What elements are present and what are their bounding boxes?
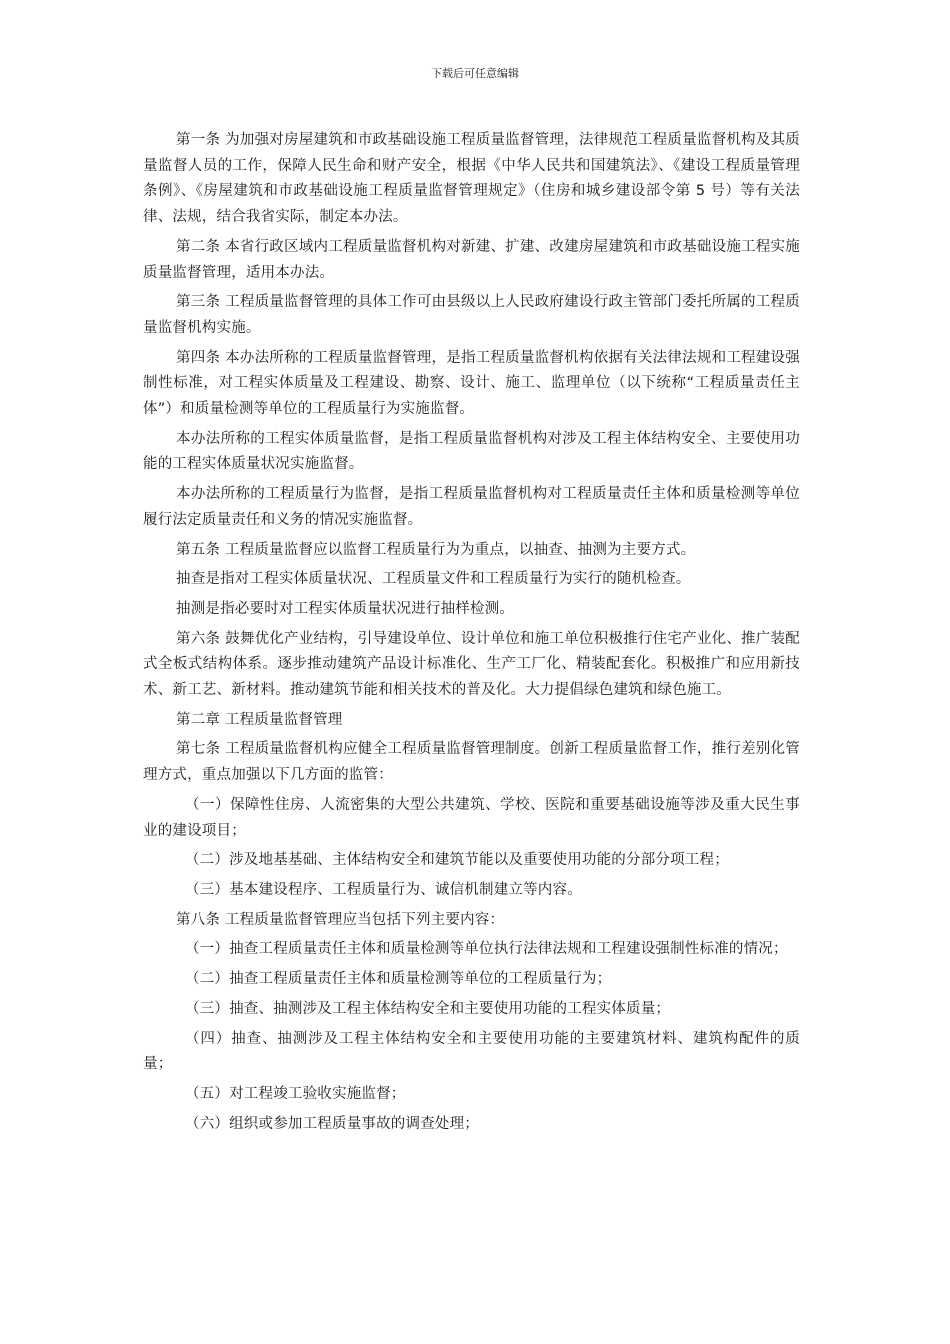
article-8-item-2: （二）抽查工程质量责任主体和质量检测等单位的工程质量行为；: [185, 971, 612, 988]
article-1: 第一条 为加强对房屋建筑和市政基础设施工程质量监督管理，法律规范工程质量监督机构及其质量监督人员的工作，保障人民生命和财产安全，根据《中华人民共和国建筑法》、《建设工程质量管理条例》、《房屋建筑和市政基础设施工程质量监督管理规定》（住房和城乡建设部令第 5 号）等有关法律、法规，结合我省实际，制定本办法。: [143, 132, 800, 226]
article-7-item-3: （三）基本建设程序、工程质量行为、诚信机制建立等内容。: [185, 881, 582, 898]
article-8-item-4: （四）抽查、抽测涉及工程主体结构安全和主要使用功能的主要建筑材料、建筑构配件的质量；: [143, 1030, 800, 1073]
article-8: 第八条 工程质量监督管理应当包括下列主要内容：: [176, 911, 505, 928]
article-8-item-1: （一）抽查工程质量责任主体和质量检测等单位执行法律法规和工程建设强制性标准的情况；: [185, 941, 788, 958]
article-7-item-2: （二）涉及地基基础、主体结构安全和建筑节能以及重要使用功能的分部分项工程；: [185, 852, 729, 869]
article-5: 第五条 工程质量监督应以监督工程质量行为为重点，以抽查、抽测为主要方式。: [176, 541, 696, 558]
article-7: 第七条 工程质量监督机构应健全工程质量监督管理制度。创新工程质量监督工作，推行差别化管理方式，重点加强以下几方面的监管：: [143, 741, 800, 784]
article-7-item-1: （一）保障性住房、人流密集的大型公共建筑、学校、医院和重要基础设施等涉及重大民生事业的建设项目；: [143, 796, 800, 839]
article-4-paragraph-3: 本办法所称的工程质量行为监督，是指工程质量监督机构对工程质量责任主体和质量检测等单位履行法定质量责任和义务的情况实施监督。: [143, 486, 800, 528]
article-5-paragraph-2: 抽查是指对工程实体质量状况、工程质量文件和工程质量行为实行的随机检查。: [176, 571, 691, 588]
article-4-paragraph-2: 本办法所称的工程实体质量监督，是指工程质量监督机构对涉及工程主体结构安全、主要使用功能的工程实体质量状况实施监督。: [143, 430, 800, 473]
article-8-item-5: （五）对工程竣工验收实施监督；: [185, 1085, 406, 1102]
article-8-item-6: （六）组织或参加工程质量事故的调查处理；: [185, 1115, 479, 1132]
article-3: 第三条 工程质量监督管理的具体工作可由县级以上人民政府建设行政主管部门委托所属的工程质量监督机构实施。: [143, 294, 800, 336]
page-header: 下载后可任意编辑: [431, 67, 519, 80]
article-4: 第四条 本办法所称的工程质量监督管理，是指工程质量监督机构依据有关法律法规和工程建设强制性标准，对工程实体质量及工程建设、勘察、设计、施工、监理单位（以下统称“工程质量责任主体”）和质量检测等单位的工程质量行为实施监督。: [143, 349, 800, 418]
article-5-paragraph-3: 抽测是指必要时对工程实体质量状况进行抽样检测。: [176, 600, 515, 617]
article-8-item-3: （三）抽查、抽测涉及工程主体结构安全和主要使用功能的工程实体质量；: [185, 1000, 671, 1017]
chapter-2-heading: 第二章 工程质量监督管理: [176, 711, 343, 728]
article-2: 第二条 本省行政区域内工程质量监督机构对新建、扩建、改建房屋建筑和市政基础设施工程实施质量监督管理，适用本办法。: [143, 238, 800, 281]
document-body: [143, 128, 800, 1141]
article-6: 第六条 鼓舞优化产业结构，引导建设单位、设计单位和施工单位积极推行住宅产业化、推广装配式全板式结构体系。逐步推动建筑产品设计标准化、生产工厂化、精装配套化。积极推广和应用新技术、新工艺、新材料。推动建筑节能和相关技术的普及化。大力提倡绿色建筑和绿色施工。: [143, 630, 800, 699]
